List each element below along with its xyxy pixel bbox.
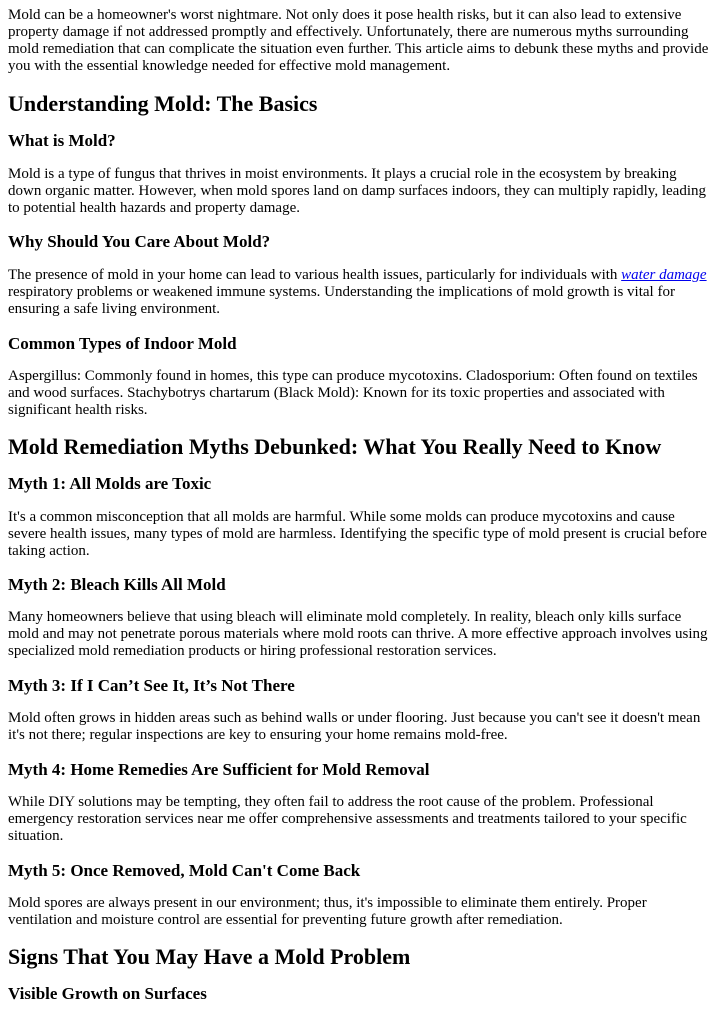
article bbox=[0, 7, 720, 1004]
heading-myth-2: Myth 2: Bleach Kills All Mold bbox=[8, 575, 226, 594]
section-title-myths: Mold Remediation Myths Debunked: What You Really Need to Know bbox=[8, 434, 662, 459]
water-damage-link[interactable]: water damage bbox=[621, 267, 707, 283]
paragraph-myth-1: It's a common misconception that all molds are harmful. While some molds can produce mycotoxins and cause severe health issues, many types of mold are harmless. Identifying the specific type of mold present is crucial before taking action. bbox=[8, 509, 707, 559]
paragraph-myth-5: Mold spores are always present in our environment; thus, it's impossible to eliminate them entirely. Proper ventilation and moisture control are essential for preventing future growth after remediation. bbox=[8, 895, 647, 928]
why-text-after: respiratory problems or weakened immune systems. Understanding the implications of mold growth is vital for ensuring a safe living environment. bbox=[8, 284, 675, 317]
paragraph-myth-2: Many homeowners believe that using bleach will eliminate mold completely. In reality, bleach only kills surface mold and may not penetrate porous materials where mold roots can thrive. A more effective approach involves using specialized mold remediation products or hiring professional restoration services. bbox=[8, 609, 708, 659]
heading-myth-3: Myth 3: If I Can’t See It, It’s Not There bbox=[8, 676, 295, 695]
heading-what-is-mold: What is Mold? bbox=[8, 131, 116, 150]
heading-visible-growth: Visible Growth on Surfaces bbox=[8, 984, 207, 1003]
paragraph-myth-4: While DIY solutions may be tempting, they often fail to address the root cause of the problem. Professional emergency restoration services near me offer comprehensive assessments and treatments tailored to your specific situation. bbox=[8, 794, 687, 844]
section-title-signs: Signs That You May Have a Mold Problem bbox=[8, 944, 411, 969]
why-text-before: The presence of mold in your home can lead to various health issues, particularly for individuals with bbox=[8, 267, 622, 283]
heading-myth-5: Myth 5: Once Removed, Mold Can't Come Back bbox=[8, 861, 361, 880]
paragraph-what-is-mold: Mold is a type of fungus that thrives in moist environments. It plays a crucial role in the ecosystem by breaking down organic matter. However, when mold spores land on damp surfaces indoors, they can multiply rapidly, leading to potential health hazards and property damage. bbox=[8, 166, 706, 216]
heading-myth-1: Myth 1: All Molds are Toxic bbox=[8, 474, 212, 493]
paragraph-common-types: Aspergillus: Commonly found in homes, this type can produce mycotoxins. Cladosporium: Often found on textiles and wood surfaces. Stachybotrys chartarum (Black Mold): Known for its toxic properties and associated with significant health risks. bbox=[8, 368, 698, 418]
section-title-basics: Understanding Mold: The Basics bbox=[8, 91, 318, 116]
paragraph-myth-3: Mold often grows in hidden areas such as behind walls or under flooring. Just because you can't see it doesn't mean it's not there; regular inspections are key to ensuring your home remains mold-free. bbox=[8, 710, 701, 743]
intro-paragraph: Mold can be a homeowner's worst nightmare. Not only does it pose health risks, but it can also lead to extensive property damage if not addressed promptly and effectively. Unfortunately, there are numerous myths surrounding mold remediation that can complicate the situation even further. This article aims to debunk these myths and provide you with the essential knowledge needed for effective mold management. bbox=[8, 7, 709, 74]
heading-myth-4: Myth 4: Home Remedies Are Sufficient for Mold Removal bbox=[8, 760, 430, 779]
heading-common-types: Common Types of Indoor Mold bbox=[8, 334, 237, 353]
paragraph-why-care bbox=[8, 267, 712, 318]
heading-why-care: Why Should You Care About Mold? bbox=[8, 232, 271, 251]
